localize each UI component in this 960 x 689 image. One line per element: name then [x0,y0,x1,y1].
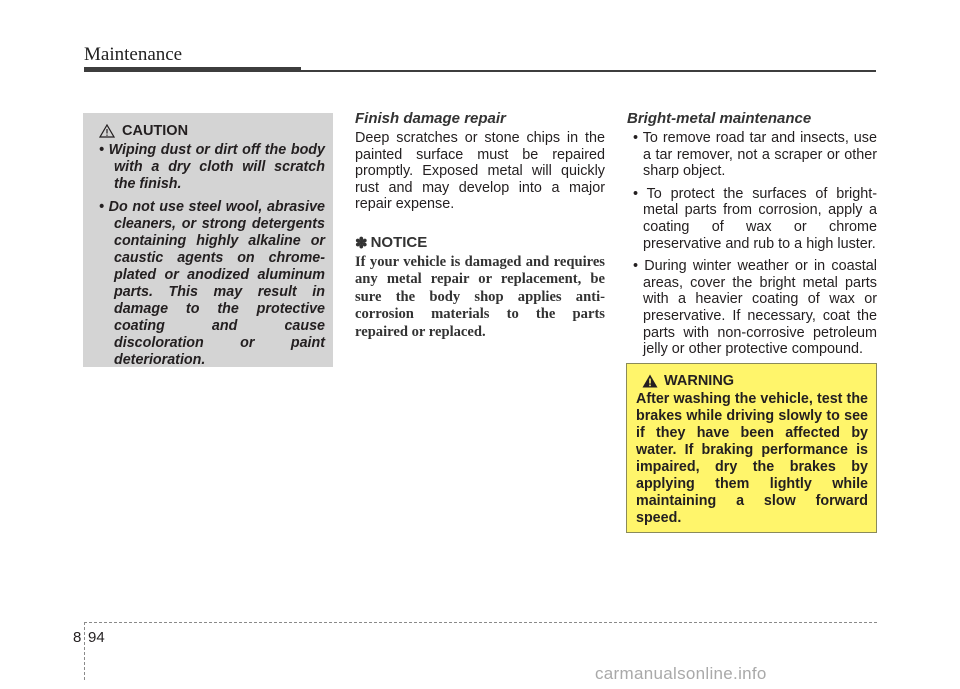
caution-title: CAUTION [122,123,189,139]
header-title: Maintenance [84,44,183,65]
notice-body: If your vehicle is damaged and requires any metal repair or replacement, be sure the body shop applies anti-corrosion materials to the parts repaired or replaced. [355,253,605,340]
notice-star-icon: ✽ [355,234,368,252]
finish-repair-title: Finish damage repair [355,110,506,127]
warning-triangle-icon [642,374,658,388]
right-column [627,110,877,364]
warning-body: After washing the vehicle, test the brakes while driving slowly to see if they have been affected by water. If braking performance is impaired, dry the brakes by applying them lightly while maintaining a slow forward speed. [636,391,868,526]
watermark: carmanualsonline.info [595,664,767,683]
bright-metal-item: • To remove road tar and insects, use a tar remover, not a scraper or other sharp object. [633,130,877,180]
caution-heading [99,123,325,139]
middle-column [355,110,605,341]
notice-title: NOTICE [370,234,428,251]
warning-heading [642,373,868,389]
warning-box [626,363,877,533]
bright-metal-list [627,130,877,358]
bright-metal-title: Bright-metal maintenance [627,110,812,127]
footer-rule [84,622,877,623]
page-number: 94 [88,629,105,646]
caution-item-text: Do not use steel wool, abrasive cleaners, or strong detergents containing highly alkaline or caustic agents on chrome-plated or anodized aluminum parts. This may result in damage to the protective coating and cause discoloration or paint deterioration. [108,199,325,368]
footer-divider [84,622,85,680]
bright-metal-item-text: To remove road tar and insects, use a tar remover, not a scraper or other sharp object. [642,130,877,180]
chapter-number: 8 [73,629,82,646]
caution-list [93,142,325,369]
header-rule [84,70,876,72]
bright-metal-item: • To protect the surfaces of bright-metal parts from corrosion, apply a coating of wax or chrome preservative and rub to a high luster. [633,185,877,252]
warning-title: WARNING [664,373,735,389]
notice-heading [355,234,605,252]
caution-item: • Wiping dust or dirt off the body with a dry cloth will scratch the finish. [99,142,325,192]
caution-item-text: Wiping dust or dirt off the body with a dry cloth will scratch the finish. [108,142,325,192]
bright-metal-item-text: During winter weather or in coastal areas, cover the bright metal parts with a heavier coating of wax or preservative. If necessary, coat the parts with non-corrosive petroleum jelly or other protective compound. [643,258,877,358]
caution-box [83,113,333,367]
caution-item: • Do not use steel wool, abrasive cleaners, or strong detergents containing highly alkaline or caustic agents on chrome-plated or anodized aluminum parts. This may result in damage to the protective coating and cause discoloration or paint deterioration. [99,199,325,368]
caution-triangle-icon [99,124,115,138]
finish-repair-body: Deep scratches or stone chips in the painted surface must be repaired promptly. Exposed metal will quickly rust and may develop into a major repair expense. [355,130,605,212]
bright-metal-item-text: To protect the surfaces of bright-metal parts from corrosion, apply a coating of wax or chrome preservative and rub to a high luster. [643,185,877,252]
bright-metal-item: • During winter weather or in coastal areas, cover the bright metal parts with a heavier coating of wax or preservative. If necessary, coat the parts with non-corrosive petroleum jelly or other protective compound. [633,258,877,358]
